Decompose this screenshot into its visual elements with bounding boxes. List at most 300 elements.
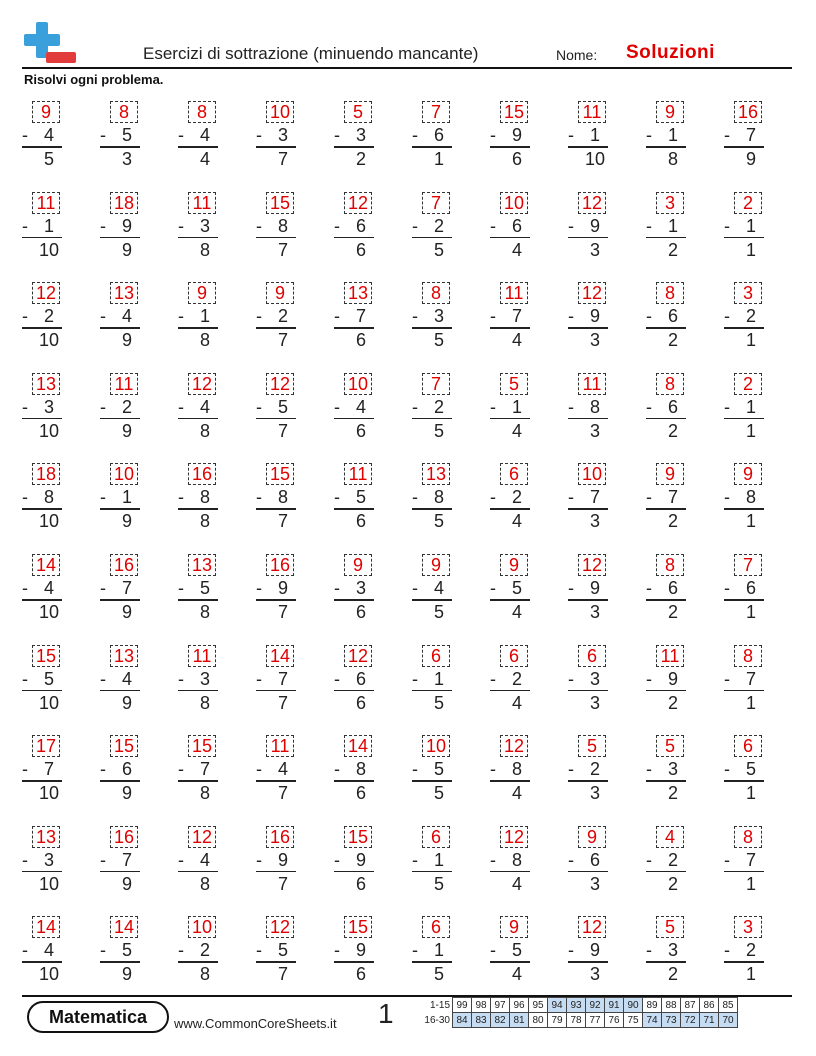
subtraction-problem [490,188,530,268]
minus-sign: - [22,578,28,598]
minuend-answer-box[interactable]: 9 [734,463,762,485]
minuend-answer-box[interactable]: 12 [266,373,294,395]
problem-rule [646,508,686,510]
problem-rule [22,690,62,692]
problem-rule [100,599,140,601]
subtraction-problem [334,550,374,630]
problem-rule [646,599,686,601]
subtrahend: 5 [199,578,210,598]
subtraction-problem [490,550,530,630]
minuend-answer-box[interactable]: 5 [656,916,684,938]
subtrahend: 5 [43,668,54,689]
minuend-answer-box[interactable]: 15 [500,101,528,123]
minuend-answer-box[interactable]: 16 [110,554,138,576]
minuend-answer-box[interactable]: 10 [578,463,606,485]
minus-sign: - [412,940,418,961]
subtraction-problem [100,822,140,902]
subtraction-problem [178,188,218,268]
subtrahend: 4 [433,578,444,598]
subtrahend: 7 [745,849,756,870]
subtrahend: 1 [121,487,132,508]
subtrahend: 8 [355,759,366,780]
problem-rule [646,418,686,420]
difference: 4 [511,873,522,894]
minus-sign: - [256,940,262,961]
score-cell: 78 [567,1013,586,1028]
minuend-answer-box[interactable]: 12 [344,645,372,667]
minus-sign: - [178,668,184,689]
minus-sign: - [334,759,340,780]
minuend-answer-box[interactable]: 16 [266,826,294,848]
minuend-answer-box[interactable]: 8 [734,645,762,667]
minus-sign: - [256,849,262,870]
minus-sign: - [256,759,262,780]
subtraction-problem [178,550,218,630]
minuend-answer-box[interactable]: 6 [422,826,450,848]
subtraction-problem [100,278,140,358]
subtraction-problem [22,278,62,358]
subtrahend: 5 [121,940,132,961]
minus-sign: - [334,940,340,961]
minus-sign: - [100,578,106,598]
header-divider [22,67,792,69]
minuend-answer-box[interactable]: 13 [188,554,216,576]
minuend-answer-box[interactable]: 11 [344,463,372,485]
subtraction-problem [490,822,530,902]
difference: 5 [43,149,54,169]
minuend-answer-box[interactable]: 9 [656,463,684,485]
minuend-answer-box[interactable]: 14 [32,916,60,938]
minuend-answer-box[interactable]: 8 [422,282,450,304]
score-cell: 99 [453,998,472,1013]
subtrahend: 6 [433,125,444,145]
minuend-answer-box[interactable]: 15 [32,645,60,667]
difference: 5 [433,239,444,260]
minus-sign: - [568,940,574,961]
minus-sign: - [412,759,418,780]
difference: 7 [277,692,288,713]
problem-rule [568,871,608,873]
minus-sign: - [724,215,730,236]
subtraction-problem [490,97,530,177]
minuend-answer-box[interactable]: 16 [266,554,294,576]
minuend-answer-box[interactable]: 10 [500,192,528,214]
minuend-answer-box[interactable]: 5 [500,373,528,395]
subtraction-problem [724,731,764,811]
minuend-answer-box[interactable]: 11 [266,735,294,757]
minuend-answer-box[interactable]: 6 [500,463,528,485]
subtraction-problem [22,459,62,539]
minuend-answer-box[interactable]: 15 [344,916,372,938]
minuend-answer-box[interactable]: 13 [110,282,138,304]
problem-rule [568,418,608,420]
problem-rule [490,599,530,601]
subtrahend: 1 [511,396,522,417]
problem-rule [490,418,530,420]
problem-rule [334,690,374,692]
score-cell: 93 [567,998,586,1013]
minuend-answer-box[interactable]: 6 [734,735,762,757]
subtraction-problem [334,459,374,539]
minuend-answer-box[interactable]: 15 [344,826,372,848]
minuend-answer-box[interactable]: 11 [188,645,216,667]
subtrahend: 8 [745,487,756,508]
minuend-answer-box[interactable]: 12 [578,916,606,938]
subtraction-problem [256,912,296,992]
subtraction-problem [178,912,218,992]
minus-sign: - [490,940,496,961]
minuend-answer-box[interactable]: 7 [422,101,450,123]
difference: 10 [38,239,60,260]
minuend-answer-box[interactable]: 8 [656,282,684,304]
problem-rule [724,780,764,782]
minus-sign: - [412,306,418,327]
minuend-answer-box[interactable]: 6 [422,645,450,667]
minuend-answer-box[interactable]: 15 [188,735,216,757]
minuend-answer-box[interactable]: 2 [734,373,762,395]
minus-sign: - [490,396,496,417]
minuend-answer-box[interactable]: 6 [500,645,528,667]
problem-rule [568,508,608,510]
subtrahend: 2 [121,396,132,417]
difference: 8 [199,873,210,894]
problem-rule [490,961,530,963]
subtrahend: 5 [121,125,132,145]
subtrahend: 7 [277,668,288,689]
problem-rule [100,418,140,420]
minuend-answer-box[interactable]: 10 [266,101,294,123]
subtraction-problem [568,550,608,630]
minuend-answer-box[interactable]: 11 [188,192,216,214]
subtraction-problem [646,278,686,358]
minuend-answer-box[interactable]: 9 [188,282,216,304]
minus-sign: - [100,849,106,870]
minuend-answer-box[interactable]: 16 [734,101,762,123]
minuend-answer-box[interactable]: 9 [422,554,450,576]
subtraction-problem [568,278,608,358]
score-row [418,1013,738,1028]
subtraction-problem [646,459,686,539]
difference: 6 [355,873,366,894]
minuend-answer-box[interactable]: 9 [344,554,372,576]
minuend-answer-box[interactable]: 7 [422,373,450,395]
difference: 2 [667,873,678,894]
minuend-answer-box[interactable]: 16 [188,463,216,485]
problem-rule [568,146,608,148]
minus-sign: - [490,668,496,689]
subtrahend: 6 [745,578,756,598]
minus-sign: - [568,487,574,508]
subtraction-problem [178,731,218,811]
minuend-answer-box[interactable]: 11 [110,373,138,395]
subtrahend: 3 [277,125,288,145]
minuend-answer-box[interactable]: 13 [110,645,138,667]
minuend-answer-box[interactable]: 7 [422,192,450,214]
minuend-answer-box[interactable]: 8 [656,554,684,576]
minus-sign: - [412,396,418,417]
minuend-answer-box[interactable]: 12 [344,192,372,214]
problem-rule [646,780,686,782]
minus-sign: - [568,396,574,417]
subtrahend: 3 [433,306,444,327]
minus-sign: - [646,125,652,145]
problem-rule [100,690,140,692]
minuend-answer-box[interactable]: 9 [656,101,684,123]
minuend-answer-box[interactable]: 3 [734,282,762,304]
subtraction-problem [256,459,296,539]
subtrahend: 1 [745,215,756,236]
problem-rule [412,780,452,782]
minuend-answer-box[interactable]: 13 [32,373,60,395]
minuend-answer-box[interactable]: 12 [188,826,216,848]
minus-sign: - [256,487,262,508]
difference: 4 [511,783,522,804]
minuend-answer-box[interactable]: 5 [344,101,372,123]
minuend-answer-box[interactable]: 12 [578,554,606,576]
minuend-answer-box[interactable]: 13 [422,463,450,485]
minuend-answer-box[interactable]: 10 [344,373,372,395]
subtrahend: 2 [667,849,678,870]
subtraction-problem [178,641,218,721]
subtrahend: 7 [745,668,756,689]
name-value: Soluzioni [626,42,715,63]
difference: 8 [199,511,210,532]
score-cell: 97 [491,998,510,1013]
subtrahend: 6 [667,306,678,327]
name-label: Nome: [556,47,598,63]
minuend-answer-box[interactable]: 15 [266,463,294,485]
minuend-answer-box[interactable]: 14 [32,554,60,576]
minuend-answer-box[interactable]: 10 [422,735,450,757]
minus-sign: - [22,849,28,870]
problem-rule [646,146,686,148]
minuend-answer-box[interactable]: 12 [266,916,294,938]
minus-sign: - [724,578,730,598]
subtraction-problem [724,641,764,721]
minuend-answer-box[interactable]: 5 [578,735,606,757]
problem-rule [490,871,530,873]
difference: 3 [589,602,600,622]
problem-rule [334,327,374,329]
score-cell: 88 [662,998,681,1013]
minuend-answer-box[interactable]: 17 [32,735,60,757]
minuend-answer-box[interactable]: 14 [266,645,294,667]
score-row [418,998,738,1013]
subtraction-problem [724,278,764,358]
subtraction-problem [724,188,764,268]
subtraction-problem [256,369,296,449]
subtraction-problem [334,97,374,177]
minuend-answer-box[interactable]: 9 [578,826,606,848]
difference: 7 [277,964,288,985]
subtrahend: 4 [355,396,366,417]
problem-rule [412,871,452,873]
difference: 2 [667,420,678,441]
minus-sign: - [412,578,418,598]
subtrahend: 9 [589,940,600,961]
minuend-answer-box[interactable]: 11 [32,192,60,214]
minus-sign: - [256,306,262,327]
difference: 4 [511,692,522,713]
difference: 5 [433,692,444,713]
minuend-answer-box[interactable]: 12 [188,373,216,395]
minuend-answer-box[interactable]: 11 [500,282,528,304]
problem-rule [100,146,140,148]
subtraction-problem [334,822,374,902]
subtrahend: 3 [589,668,600,689]
minuend-answer-box[interactable]: 3 [656,192,684,214]
subtrahend: 5 [355,487,366,508]
website-link[interactable]: www.CommonCoreSheets.it [174,1016,337,1031]
difference: 3 [589,873,600,894]
worksheet-title: Esercizi di sottrazione (minuendo mancante) [143,44,479,63]
problem-rule [568,599,608,601]
minus-sign: - [334,125,340,145]
difference: 10 [38,873,60,894]
problem-rule [334,961,374,963]
subtrahend: 6 [667,578,678,598]
subtraction-problem [100,97,140,177]
minuend-answer-box[interactable]: 9 [266,282,294,304]
minuend-answer-box[interactable]: 5 [656,735,684,757]
difference: 6 [355,330,366,351]
subtraction-problem [724,369,764,449]
difference: 9 [121,602,132,622]
plus-minus-logo-icon [22,20,78,66]
score-cell: 75 [624,1013,643,1028]
minuend-answer-box[interactable]: 8 [734,826,762,848]
problem-rule [724,961,764,963]
minuend-answer-box[interactable]: 12 [578,192,606,214]
minuend-answer-box[interactable]: 15 [110,735,138,757]
subtrahend: 1 [667,125,678,145]
difference: 1 [745,873,756,894]
difference: 10 [38,511,60,532]
difference: 5 [433,873,444,894]
minuend-answer-box[interactable]: 8 [656,373,684,395]
problem-rule [568,237,608,239]
minuend-answer-box[interactable]: 9 [32,101,60,123]
subtraction-problem [100,369,140,449]
subtrahend: 2 [589,759,600,780]
minus-sign: - [646,215,652,236]
difference: 2 [667,783,678,804]
subtraction-problem [646,97,686,177]
difference: 4 [511,420,522,441]
subtrahend: 2 [433,396,444,417]
minuend-answer-box[interactable]: 18 [110,192,138,214]
problem-rule [490,327,530,329]
minus-sign: - [256,396,262,417]
subtrahend: 9 [355,849,366,870]
minuend-answer-box[interactable]: 7 [734,554,762,576]
minuend-answer-box[interactable]: 11 [578,373,606,395]
minus-sign: - [646,849,652,870]
minuend-answer-box[interactable]: 12 [32,282,60,304]
minus-sign: - [490,759,496,780]
subtrahend: 5 [277,940,288,961]
difference: 1 [745,330,756,351]
minuend-answer-box[interactable]: 12 [500,826,528,848]
minuend-answer-box[interactable]: 8 [188,101,216,123]
minuend-answer-box[interactable]: 13 [32,826,60,848]
subtrahend: 3 [667,759,678,780]
subtraction-problem [646,641,686,721]
minuend-answer-box[interactable]: 2 [734,192,762,214]
minus-sign: - [178,940,184,961]
problem-rule [178,327,218,329]
subtrahend: 6 [511,215,522,236]
minuend-answer-box[interactable]: 9 [500,554,528,576]
difference: 3 [589,692,600,713]
problem-rule [22,418,62,420]
minuend-answer-box[interactable]: 9 [500,916,528,938]
subtrahend: 3 [355,125,366,145]
minuend-answer-box[interactable]: 3 [734,916,762,938]
minuend-answer-box[interactable]: 8 [110,101,138,123]
subtrahend: 9 [121,215,132,236]
subtraction-problem [334,188,374,268]
subtraction-problem [22,731,62,811]
subtrahend: 9 [511,125,522,145]
subtrahend: 8 [277,215,288,236]
difference: 7 [277,783,288,804]
minuend-answer-box[interactable]: 11 [656,645,684,667]
minuend-answer-box[interactable]: 15 [266,192,294,214]
subtrahend: 9 [667,668,678,689]
problem-rule [646,871,686,873]
subtrahend: 7 [121,849,132,870]
minuend-answer-box[interactable]: 11 [578,101,606,123]
minus-sign: - [334,396,340,417]
subtraction-problem [412,97,452,177]
minus-sign: - [412,215,418,236]
problem-rule [100,780,140,782]
difference: 1 [745,692,756,713]
minuend-answer-box[interactable]: 14 [110,916,138,938]
subtrahend: 3 [667,940,678,961]
subtrahend: 9 [589,306,600,327]
minuend-answer-box[interactable]: 6 [422,916,450,938]
score-cell: 94 [548,998,567,1013]
subtrahend: 2 [745,306,756,327]
minuend-answer-box[interactable]: 6 [578,645,606,667]
problem-rule [256,780,296,782]
minuend-answer-box[interactable]: 4 [656,826,684,848]
problem-rule [724,599,764,601]
subtrahend: 2 [433,215,444,236]
page-number: 1 [378,998,394,1029]
difference: 2 [355,149,366,169]
subtrahend: 2 [277,306,288,327]
subtraction-problem [334,278,374,358]
minuend-answer-box[interactable]: 13 [344,282,372,304]
minuend-answer-box[interactable]: 16 [110,826,138,848]
subtraction-problem [490,459,530,539]
minuend-answer-box[interactable]: 12 [500,735,528,757]
subtraction-problem [646,822,686,902]
minuend-answer-box[interactable]: 14 [344,735,372,757]
problem-rule [334,508,374,510]
minus-sign: - [22,396,28,417]
difference: 3 [589,239,600,260]
minuend-answer-box[interactable]: 18 [32,463,60,485]
problem-rule [490,237,530,239]
minuend-answer-box[interactable]: 10 [188,916,216,938]
minuend-answer-box[interactable]: 10 [110,463,138,485]
minuend-answer-box[interactable]: 12 [578,282,606,304]
difference: 2 [667,239,678,260]
